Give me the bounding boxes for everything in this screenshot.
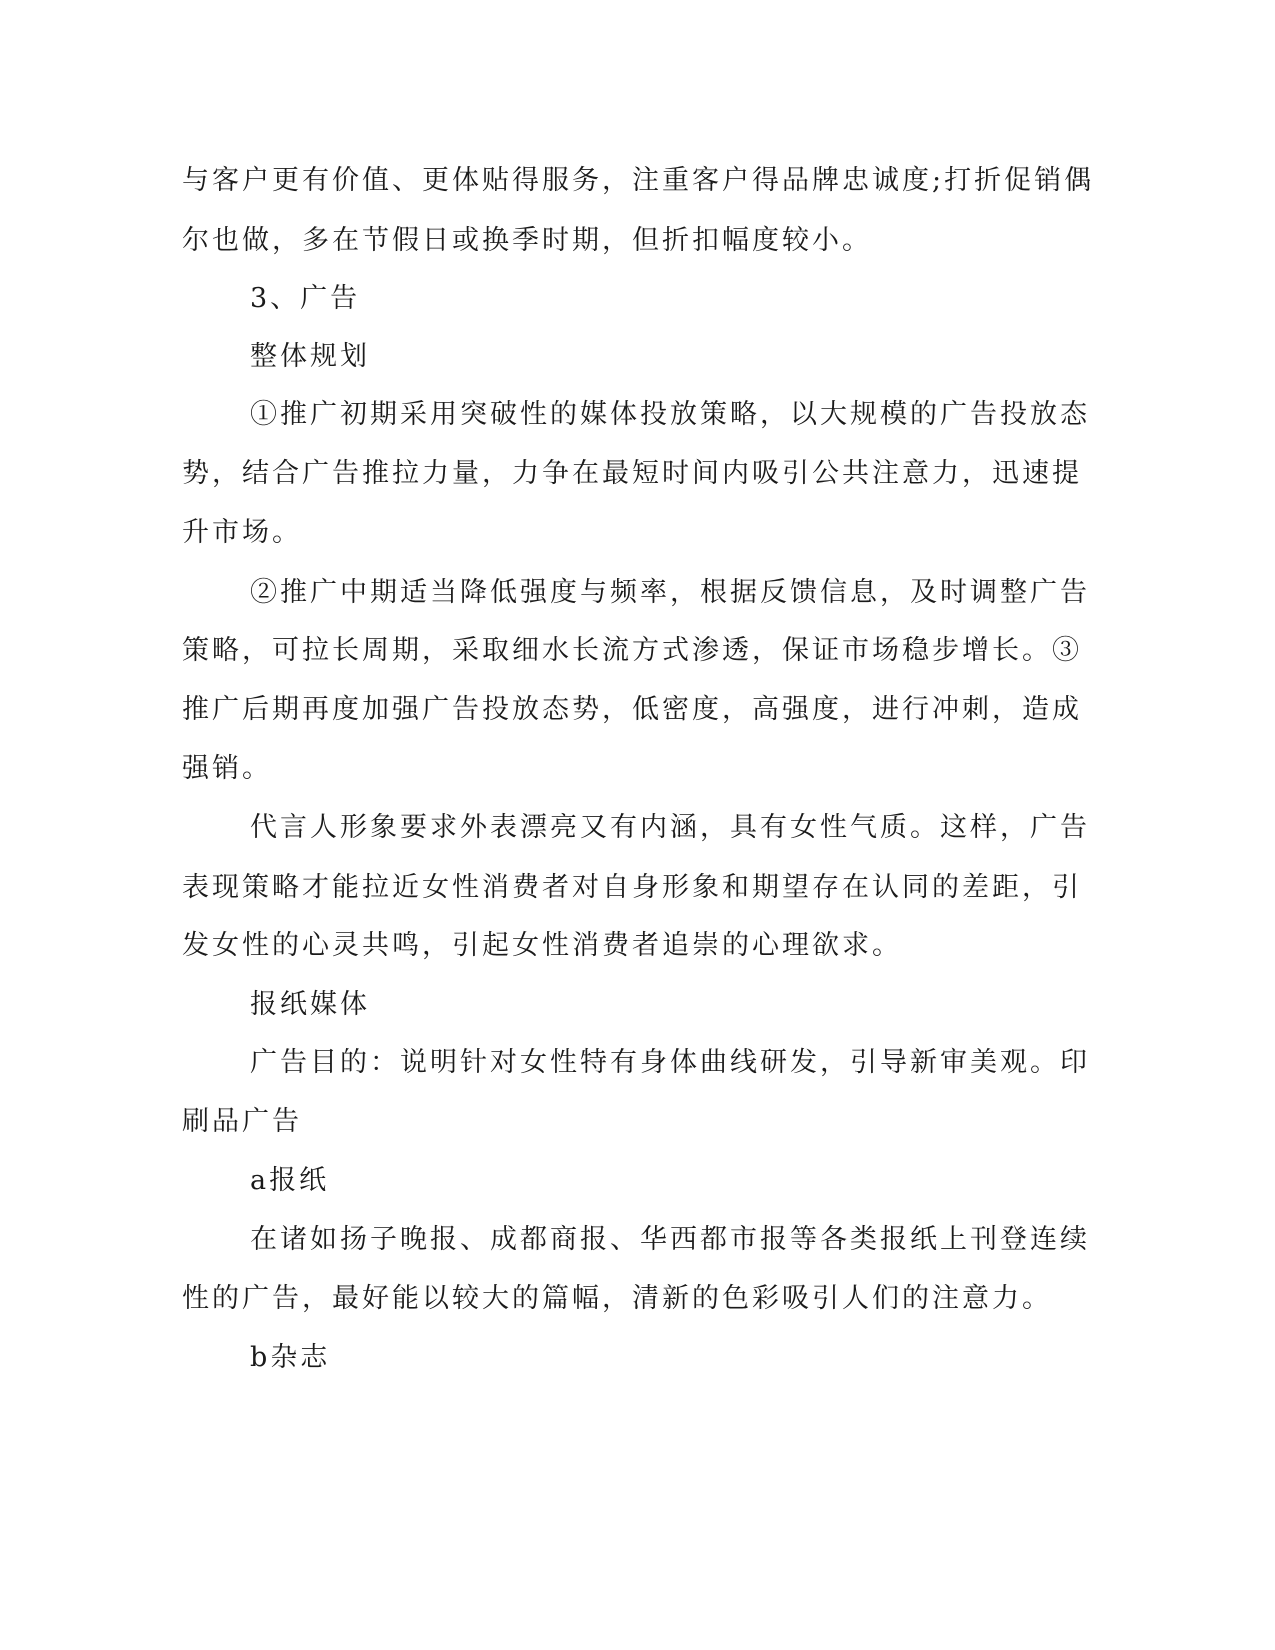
paragraph-line: 在诸如扬子晚报、成都商报、华西都市报等各类报纸上刊登连续 xyxy=(250,1224,1090,1255)
subsection-heading: 报纸媒体 xyxy=(250,989,370,1020)
list-item-heading: b杂志 xyxy=(250,1342,331,1373)
paragraph-line: ②推广中期适当降低强度与频率，根据反馈信息，及时调整广告 xyxy=(250,577,1090,608)
paragraph-line: ①推广初期采用突破性的媒体投放策略，以大规模的广告投放态 xyxy=(250,399,1090,430)
paragraph-line: 广告目的：说明针对女性特有身体曲线研发，引导新审美观。印 xyxy=(250,1047,1090,1078)
paragraph-line: 发女性的心灵共鸣，引起女性消费者追崇的心理欲求。 xyxy=(182,930,902,961)
list-item-heading: a报纸 xyxy=(250,1165,330,1196)
section-heading: 3、广告 xyxy=(250,283,361,314)
paragraph-line: 推广后期再度加强广告投放态势，低密度，高强度，进行冲刺，造成 xyxy=(182,694,1082,725)
paragraph-line: 尔也做，多在节假日或换季时期，但折扣幅度较小。 xyxy=(182,225,872,256)
paragraph-line: 势，结合广告推拉力量，力争在最短时间内吸引公共注意力，迅速提 xyxy=(182,458,1082,489)
paragraph-line: 升市场。 xyxy=(182,517,302,548)
paragraph-line: 刷品广告 xyxy=(182,1106,302,1137)
paragraph-line: 策略，可拉长周期，采取细水长流方式渗透，保证市场稳步增长。③ xyxy=(182,635,1082,666)
subsection-heading: 整体规划 xyxy=(250,341,370,372)
paragraph-line: 与客户更有价值、更体贴得服务，注重客户得品牌忠诚度;打折促销偶 xyxy=(182,165,1095,196)
paragraph-line: 表现策略才能拉近女性消费者对自身形象和期望存在认同的差距，引 xyxy=(182,872,1082,903)
paragraph-line: 代言人形象要求外表漂亮又有内涵，具有女性气质。这样，广告 xyxy=(250,812,1090,843)
paragraph-line: 强销。 xyxy=(182,753,272,784)
paragraph-line: 性的广告，最好能以较大的篇幅，清新的色彩吸引人们的注意力。 xyxy=(182,1283,1052,1314)
